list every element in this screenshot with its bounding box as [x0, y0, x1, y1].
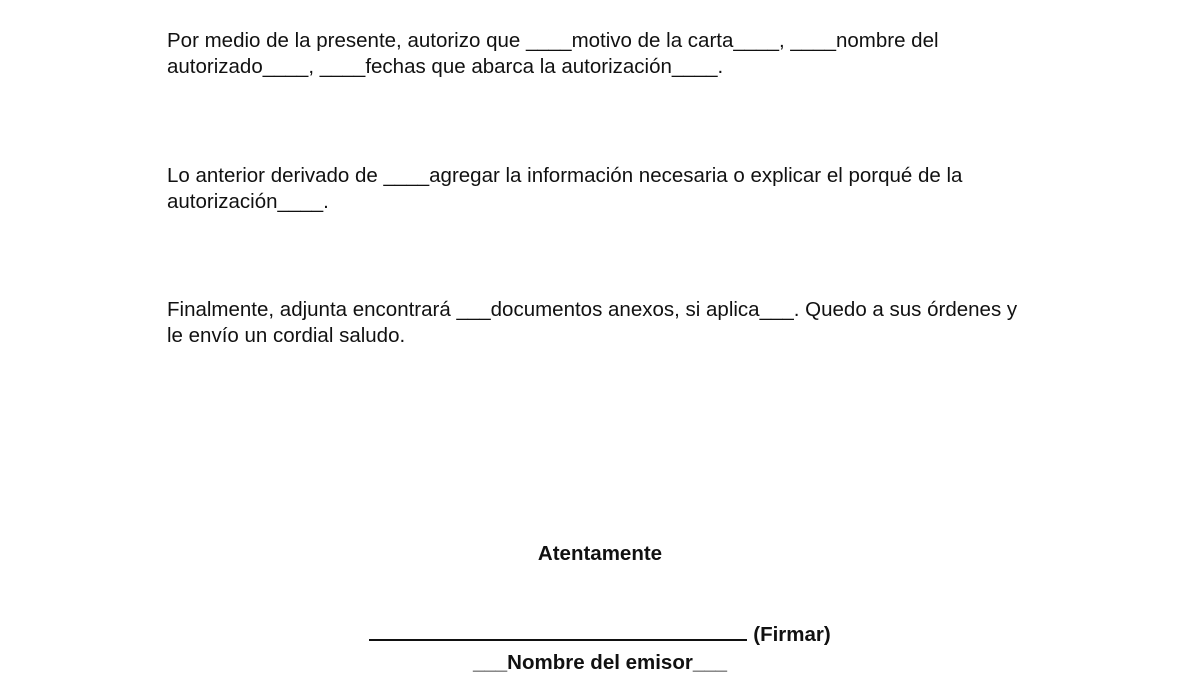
paragraph-attachments: Finalmente, adjunta encontrará ___documentos anexos, si aplica___. Quedo a sus órdenes y le envío un cordial saludo.	[167, 298, 1018, 347]
paragraph-reason: Lo anterior derivado de ____agregar la información necesaria o explicar el porqué de la autorización____.	[167, 164, 963, 213]
signer-name: ___Nombre del emisor___	[472, 651, 728, 674]
signature-label: (Firmar)	[753, 623, 831, 646]
signature-block	[0, 621, 1200, 648]
paragraph-authorization: Por medio de la presente, autorizo que ____motivo de la carta____, ____nombre del autorizado____, ____fechas que abarca la autorización____.	[167, 29, 939, 78]
signature-line	[369, 621, 747, 641]
closing-salutation: Atentamente	[537, 542, 663, 565]
